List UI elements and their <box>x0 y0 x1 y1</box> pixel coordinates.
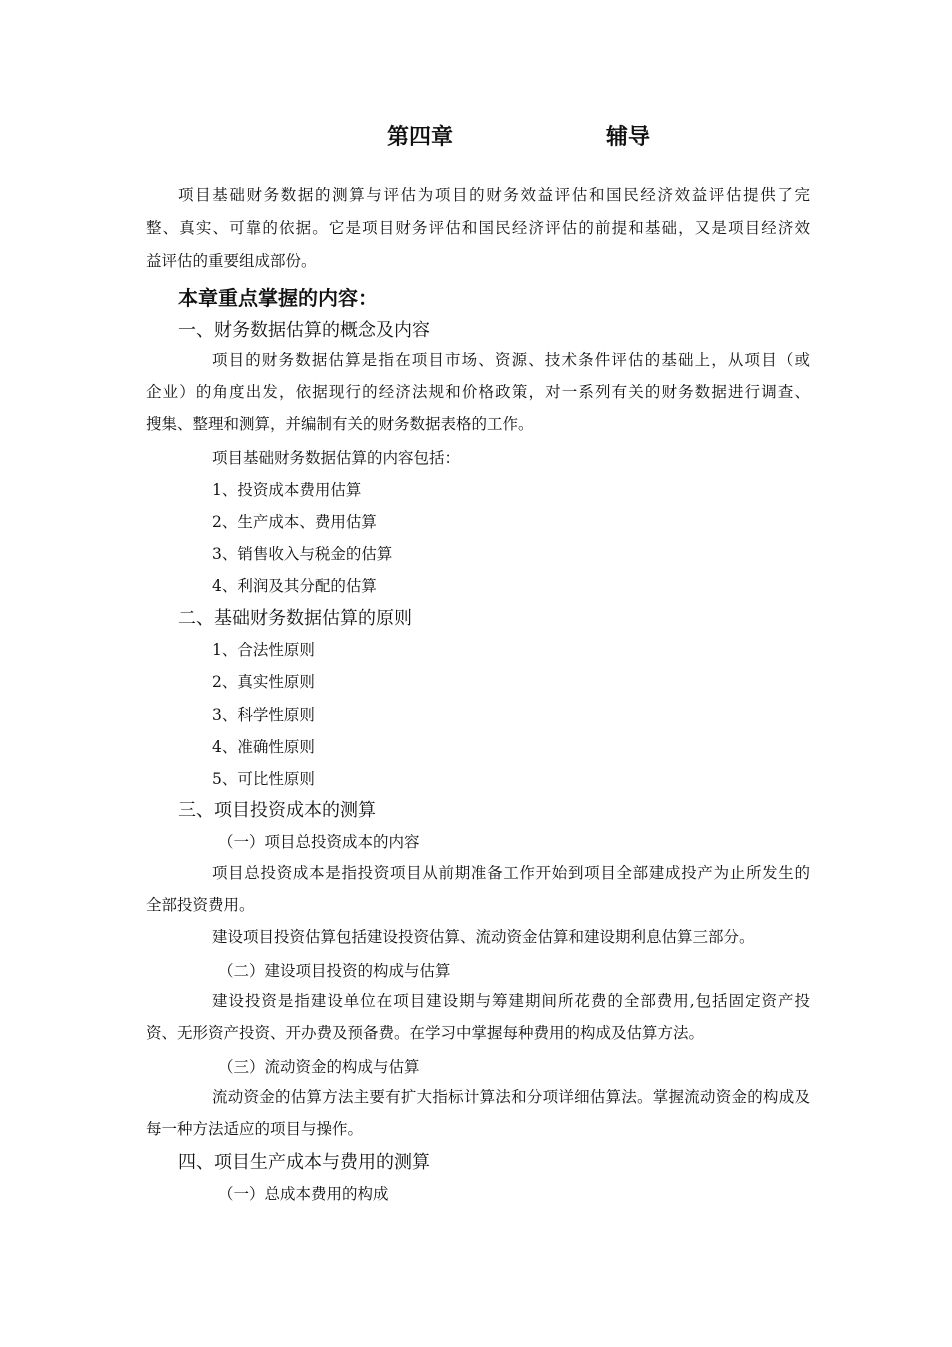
section-1-definition-line-2: 企业）的角度出发，依据现行的经济法规和价格政策，对一系列有关的财务数据进行调查、 <box>146 383 810 401</box>
section-3-sub1-line-1: 项目总投资成本是指投资项目从前期准备工作开始到项目全部建成投产为止所发生的 <box>212 864 810 882</box>
chapter-title <box>0 118 952 154</box>
section-1-heading: 一、财务数据估算的概念及内容 <box>178 320 430 341</box>
section-3-sub2-line-2: 资、无形资产投资、开办费及预备费。在学习中掌握每种费用的构成及估算方法。 <box>146 1024 705 1042</box>
section-2-item: 4、准确性原则 <box>212 738 315 756</box>
section-1-definition-line-1: 项目的财务数据估算是指在项目市场、资源、技术条件评估的基础上，从项目（或 <box>212 351 810 369</box>
chapter-title-label: 辅导 <box>606 125 651 150</box>
section-4-subheading-1: （一）总成本费用的构成 <box>218 1185 389 1203</box>
intro-line-3: 益评估的重要组成部份。 <box>146 252 317 270</box>
section-1-definition-line-3: 搜集、整理和测算，并编制有关的财务数据表格的工作。 <box>146 415 534 433</box>
section-3-sub1-line-2: 全部投资费用。 <box>146 896 255 914</box>
section-3-sub2-line-1: 建设投资是指建设单位在项目建设期与筹建期间所花费的全部费用,包括固定资产投 <box>212 992 810 1010</box>
section-3-subheading-1: （一）项目总投资成本的内容 <box>218 833 420 851</box>
section-1-item: 1、投资成本费用估算 <box>212 481 362 499</box>
chapter-title-number: 第四章 <box>387 125 454 150</box>
section-2-item: 3、科学性原则 <box>212 706 315 724</box>
section-3-sub3-line-2: 每一种方法适应的项目与操作。 <box>146 1120 364 1138</box>
intro-line-1: 项目基础财务数据的测算与评估为项目的财务效益评估和国民经济效益评估提供了完 <box>178 186 810 204</box>
section-2-item: 2、真实性原则 <box>212 673 315 691</box>
section-3-sub1-line-3: 建设项目投资估算包括建设投资估算、流动资金估算和建设期利息估算三部分。 <box>212 928 755 946</box>
section-4-heading: 四、项目生产成本与费用的测算 <box>178 1152 430 1173</box>
key-points-heading: 本章重点掌握的内容： <box>178 286 378 310</box>
section-3-subheading-3: （三）流动资金的构成与估算 <box>218 1058 420 1076</box>
section-1-item: 4、利润及其分配的估算 <box>212 577 377 595</box>
section-3-heading: 三、项目投资成本的测算 <box>178 800 376 821</box>
section-3-subheading-2: （二）建设项目投资的构成与估算 <box>218 962 451 980</box>
section-2-item: 1、合法性原则 <box>212 641 315 659</box>
section-3-sub3-line-1: 流动资金的估算方法主要有扩大指标计算法和分项详细估算法。掌握流动资金的构成及 <box>212 1088 810 1106</box>
intro-line-2: 整、真实、可靠的依据。它是项目财务评估和国民经济评估的前提和基础，又是项目经济效 <box>146 219 810 237</box>
section-1-contents-intro: 项目基础财务数据估算的内容包括： <box>212 449 461 467</box>
section-2-item: 5、可比性原则 <box>212 770 315 788</box>
section-2-heading: 二、基础财务数据估算的原则 <box>178 608 412 629</box>
section-1-item: 2、生产成本、费用估算 <box>212 513 377 531</box>
section-1-item: 3、销售收入与税金的估算 <box>212 545 393 563</box>
